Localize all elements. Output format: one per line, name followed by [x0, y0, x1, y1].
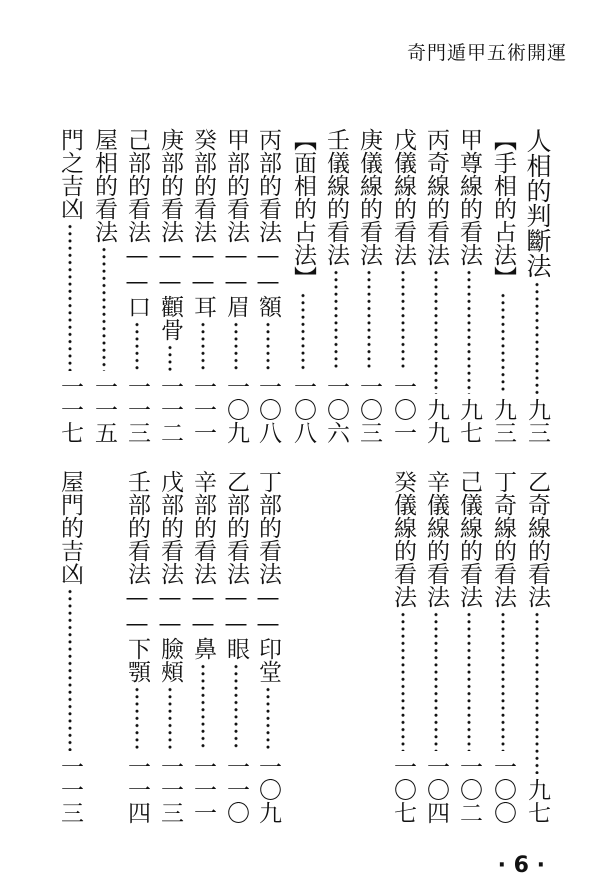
toc-entry-page: 一一七: [57, 375, 83, 444]
toc-entry: [186, 128, 220, 444]
running-header: 奇門遁甲五術開運: [406, 42, 567, 64]
toc-entry: [386, 128, 420, 444]
dot-leader: [434, 269, 438, 394]
toc-entry-title: 【面相的占法】: [290, 128, 316, 289]
dot-leader: [401, 269, 405, 371]
toc-entry-page: 一〇八: [255, 375, 281, 444]
toc-entry-title: 丙奇線的看法: [423, 128, 449, 266]
toc-entry-title: 壬儀線的看法: [323, 128, 349, 266]
toc-entry: [386, 470, 420, 824]
toc-entry-page: 一一三: [124, 375, 150, 444]
toc-entry-title: 甲尊線的看法: [456, 128, 482, 266]
toc-entry-page: 一一四: [124, 755, 150, 824]
dot-leader: [467, 269, 471, 394]
toc-entry-page: 一〇四: [423, 755, 449, 824]
dot-leader: [401, 611, 405, 751]
toc-entry: [520, 128, 554, 444]
toc-entry: [120, 470, 154, 824]
toc-entry: [452, 128, 486, 444]
toc-entry-title: 癸儀線的看法: [390, 470, 416, 608]
toc-entry: [153, 470, 187, 824]
toc-entry: [87, 128, 121, 444]
toc-entry-page: 一〇一: [390, 375, 416, 444]
toc-entry-title: 屋門的吉凶: [57, 470, 83, 585]
toc-entry-page: 一〇九: [223, 375, 249, 444]
dot-leader: [168, 686, 172, 751]
dot-leader: [535, 281, 539, 394]
toc-entry: [520, 470, 554, 824]
toc-entry: [53, 470, 87, 824]
toc-entry-title: 戊儀線的看法: [390, 128, 416, 266]
dot-leader: [501, 611, 505, 751]
dot-leader: [467, 611, 471, 751]
toc-entry-page: 一〇三: [356, 375, 382, 444]
toc-entry-page: 一一〇: [223, 755, 249, 824]
dot-leader: [102, 246, 106, 371]
toc-entry-title: 屋相的看法: [91, 128, 117, 243]
dot-leader: [234, 663, 238, 751]
toc-entry-title: 門之吉凶: [57, 128, 83, 220]
toc-entry: [286, 128, 320, 444]
toc-entry: [251, 128, 285, 444]
dot-leader: [168, 344, 172, 371]
toc-entry-page: 一〇九: [255, 755, 281, 824]
toc-entry: [53, 128, 87, 444]
toc-entry-page: 一一三: [157, 755, 183, 824]
toc-entry-title: 丙部的看法——額: [255, 128, 281, 318]
toc-entry-page: 九三: [524, 398, 550, 444]
toc-entry: [251, 470, 285, 824]
toc-entry-title: 癸部的看法——耳: [190, 128, 216, 318]
toc-entry-page: 一一三: [57, 755, 83, 824]
toc-entry: [319, 128, 353, 444]
toc-entry-title: 人相的判斷法: [523, 128, 552, 278]
toc-entry-page: 九七: [456, 398, 482, 444]
toc-entry: [219, 128, 253, 444]
toc-entry-title: 甲部的看法——眉: [223, 128, 249, 318]
toc-entry-title: 丁奇線的看法: [490, 470, 516, 608]
dot-leader: [68, 588, 72, 751]
toc-entry-page: 一〇七: [390, 755, 416, 824]
toc-entry: [186, 470, 220, 824]
dot-leader: [135, 686, 139, 751]
dot-leader: [201, 663, 205, 751]
toc-entry-page: 一〇八: [290, 375, 316, 444]
toc-entry-title: 庚儀線的看法: [356, 128, 382, 266]
toc-entry-page: 一〇二: [456, 755, 482, 824]
toc-entry-page: 一一一: [190, 755, 216, 824]
toc-entry-title: 丁部的看法——印堂: [255, 470, 281, 683]
toc-entry-title: 己儀線的看法: [456, 470, 482, 608]
toc-entry-page: 一〇〇: [490, 755, 516, 824]
toc-entry-page: 一一二: [157, 375, 183, 444]
toc-entry-page: 九七: [524, 778, 550, 824]
toc-entry: [486, 470, 520, 824]
toc-entry-page: 九九: [423, 398, 449, 444]
dot-leader: [367, 269, 371, 371]
dot-leader: [135, 321, 139, 371]
toc-entry: [452, 470, 486, 824]
dot-leader: [266, 686, 270, 751]
toc-entry-title: 辛儀線的看法: [423, 470, 449, 608]
dot-leader: [334, 269, 338, 371]
toc-entry-page: 九三: [490, 398, 516, 444]
dot-leader: [201, 321, 205, 371]
toc-entry: [153, 128, 187, 444]
toc-entry: [352, 128, 386, 444]
toc-entry: [419, 128, 453, 444]
page-number: · 6 ·: [497, 853, 545, 878]
toc-entry: [120, 128, 154, 444]
toc-entry-title: 庚部的看法——顴骨: [157, 128, 183, 341]
toc-entry: [219, 470, 253, 824]
dot-leader: [266, 321, 270, 371]
dot-leader: [68, 223, 72, 371]
dot-leader: [501, 292, 505, 394]
toc-entry-page: 一一一: [190, 375, 216, 444]
toc-entry-title: 壬部的看法——下顎: [124, 470, 150, 683]
dot-leader: [301, 292, 305, 371]
dot-leader: [535, 611, 539, 774]
dot-leader: [434, 611, 438, 751]
toc-entry-page: 一〇六: [323, 375, 349, 444]
toc-entry-title: 乙奇線的看法: [524, 470, 550, 608]
toc-entry: [419, 470, 453, 824]
toc-entry-title: 乙部的看法——眼: [223, 470, 249, 660]
toc-entry-title: 辛部的看法——鼻: [190, 470, 216, 660]
toc-entry-title: 【手相的占法】: [490, 128, 516, 289]
toc-entry: [486, 128, 520, 444]
toc-entry-title: 戊部的看法——臉頰: [157, 470, 183, 683]
toc-entry-title: 己部的看法——口: [124, 128, 150, 318]
toc-entry-page: 一一五: [91, 375, 117, 444]
dot-leader: [234, 321, 238, 371]
